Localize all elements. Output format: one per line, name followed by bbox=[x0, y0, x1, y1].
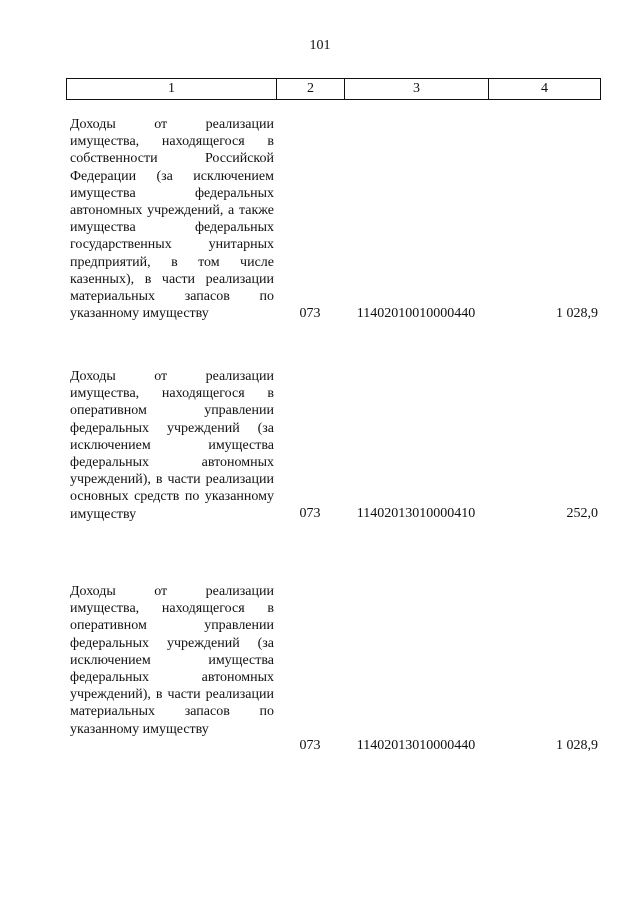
column-header-1: 1 bbox=[67, 79, 277, 99]
column-header-4: 4 bbox=[541, 81, 548, 96]
column-header-2: 2 bbox=[277, 79, 345, 99]
row-description: Доходы от реализации имущества, находящегося в оперативном управлении федеральных учреждений (за исключением имущества федеральных автономных учреждений), в части реализации основных средств по указанному имуществу bbox=[70, 369, 274, 522]
row-kbk-code: 11402010010000440 bbox=[356, 306, 476, 321]
row-amount: 1 028,9 bbox=[556, 306, 598, 321]
row-description: Доходы от реализации имущества, находящегося в оперативном управлении федеральных учреждений (за исключением имущества федеральных автономных учреждений), в части реализации материальных запасов по указанному имуществу bbox=[70, 584, 274, 737]
page-number: 101 bbox=[309, 38, 331, 53]
row-admin-code: 073 bbox=[299, 506, 321, 521]
row-description: Доходы от реализации имущества, находящегося в собственности Российской Федерации (за исключением имущества федеральных автономных учреждений, а также имущества федеральных государственных унитарных предприятий, в том числе казенных), в части реализации материальных запасов по указанному имуществу bbox=[70, 117, 274, 322]
column-header-3: 3 bbox=[345, 79, 489, 99]
row-admin-code: 073 bbox=[299, 306, 321, 321]
row-kbk-code: 11402013010000410 bbox=[356, 506, 476, 521]
row-admin-code: 073 bbox=[299, 738, 321, 753]
row-kbk-code: 11402013010000440 bbox=[356, 738, 476, 753]
table-header bbox=[66, 78, 601, 100]
row-amount: 1 028,9 bbox=[556, 738, 598, 753]
row-amount: 252,0 bbox=[566, 506, 598, 521]
